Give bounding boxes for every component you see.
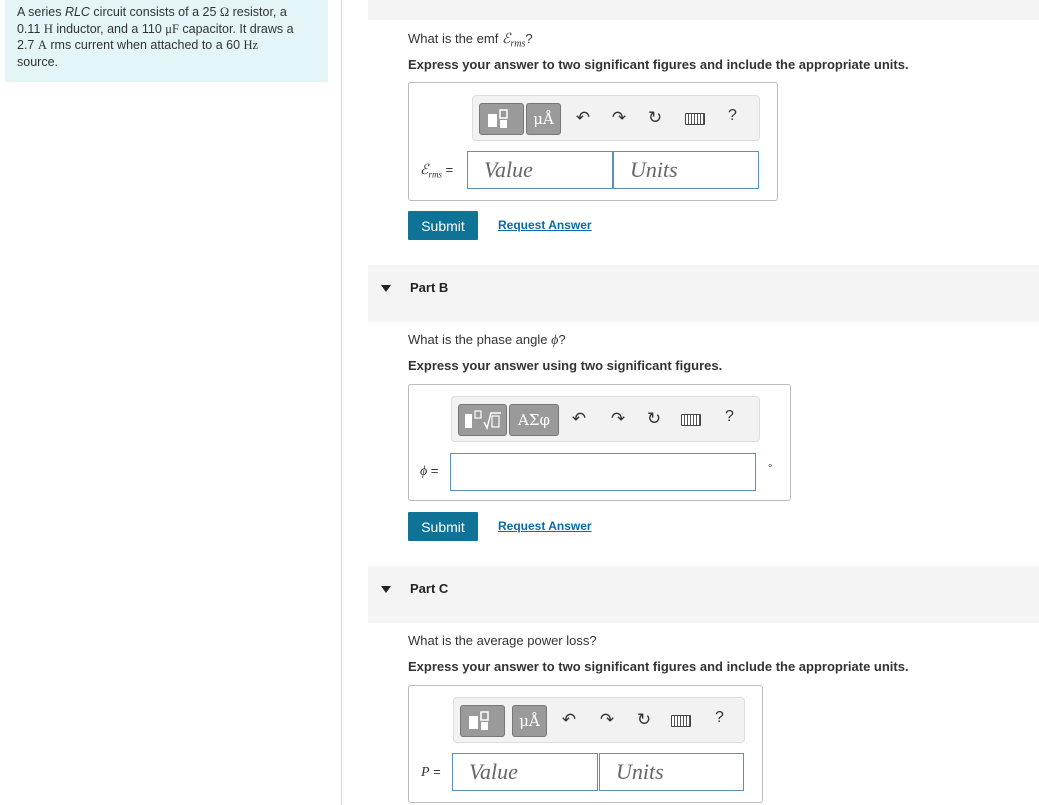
- problem-text: A series: [17, 5, 65, 19]
- henry-unit: H: [43, 21, 53, 36]
- power-value-input[interactable]: Value: [452, 753, 598, 791]
- phase-angle-input[interactable]: [450, 453, 756, 491]
- part-c-toolbar: [453, 697, 745, 743]
- help-icon[interactable]: ?: [715, 709, 724, 726]
- microfarad-unit: μF: [165, 21, 179, 36]
- power-label-symbol: P: [421, 765, 430, 780]
- part-b-submit-button[interactable]: Submit: [408, 512, 478, 541]
- part-b-answer-box: [408, 384, 791, 501]
- radical-icon: [464, 410, 502, 430]
- emf-label-symbol: ℰ: [420, 163, 429, 178]
- help-icon[interactable]: ?: [725, 408, 734, 425]
- problem-text: 2.7: [17, 38, 38, 52]
- question-text: ?: [558, 332, 566, 347]
- part-a-toolbar: [472, 95, 760, 141]
- problem-text: rms current when attached to a 60: [46, 38, 244, 52]
- reset-icon[interactable]: ↻: [636, 710, 652, 729]
- problem-text: source.: [17, 54, 58, 69]
- part-a-instruction: Express your answer to two significant figures and include the appropriate units.: [408, 57, 909, 72]
- part-c-title: Part C: [410, 581, 449, 596]
- problem-statement: [5, 0, 328, 82]
- part-b-header[interactable]: [368, 265, 1039, 322]
- emf-value-input[interactable]: Value: [467, 151, 613, 189]
- problem-text: inductor, and a 110: [52, 21, 166, 36]
- undo-icon[interactable]: ↶: [561, 710, 577, 729]
- problem-text: 0.11: [17, 21, 44, 36]
- part-a-header-band: [368, 0, 1039, 20]
- emf-label-subscript: rms: [428, 169, 442, 180]
- keyboard-icon[interactable]: [681, 414, 701, 426]
- units-button[interactable]: μÅ: [512, 705, 547, 737]
- part-a-answer-box: [408, 82, 778, 201]
- template-icon: [487, 109, 517, 129]
- emf-units-input[interactable]: Units: [613, 151, 759, 189]
- phi-label: [420, 463, 438, 480]
- redo-icon[interactable]: ↷: [611, 108, 627, 127]
- greek-symbols-button[interactable]: ΑΣφ: [509, 404, 559, 436]
- math-template-button[interactable]: [458, 404, 507, 436]
- part-c-answer-box: [408, 685, 763, 803]
- units-button[interactable]: μÅ: [526, 103, 561, 135]
- collapse-caret-icon[interactable]: [381, 285, 391, 292]
- phi-label-symbol: ϕ: [420, 464, 428, 479]
- ampere-unit: A: [37, 38, 47, 52]
- undo-icon[interactable]: ↶: [575, 108, 591, 127]
- redo-icon[interactable]: ↷: [599, 710, 615, 729]
- template-button[interactable]: [479, 103, 524, 135]
- keyboard-icon[interactable]: [685, 113, 705, 125]
- power-label: [421, 764, 441, 781]
- part-c-instruction: Express your answer to two significant figures and include the appropriate units.: [408, 659, 909, 674]
- column-divider: [341, 0, 342, 805]
- part-b-toolbar: [451, 396, 760, 442]
- reset-icon[interactable]: ↻: [646, 409, 662, 428]
- problem-rlc: RLC: [64, 5, 90, 19]
- problem-text: circuit consists of a 25: [89, 5, 220, 19]
- template-button[interactable]: [460, 705, 505, 737]
- emf-symbol: ℰ: [501, 32, 511, 47]
- part-b-question: [408, 332, 566, 349]
- equals-sign: =: [427, 463, 439, 478]
- keyboard-icon[interactable]: [671, 715, 691, 727]
- question-text: What is the phase angle: [408, 332, 552, 347]
- part-a-submit-button[interactable]: Submit: [408, 211, 478, 240]
- part-c-header[interactable]: [368, 566, 1039, 623]
- part-b-title: Part B: [410, 280, 449, 295]
- ohm-symbol: Ω: [219, 5, 230, 19]
- equals-sign: =: [442, 162, 454, 177]
- undo-icon[interactable]: ↶: [571, 409, 587, 428]
- part-a-request-answer-link[interactable]: Request Answer: [498, 218, 592, 232]
- question-text: What is the emf: [408, 31, 502, 46]
- problem-text: capacitor. It draws a: [178, 21, 294, 36]
- phi-symbol: ϕ: [551, 333, 559, 348]
- help-icon[interactable]: ?: [728, 107, 737, 124]
- equals-sign: =: [429, 764, 441, 779]
- collapse-caret-icon[interactable]: [381, 586, 391, 593]
- hertz-unit: Hz: [243, 38, 259, 52]
- problem-text: resistor, a: [229, 5, 287, 19]
- template-icon: [468, 711, 498, 731]
- part-b-instruction: Express your answer using two significant figures.: [408, 358, 723, 373]
- power-units-input[interactable]: Units: [599, 753, 744, 791]
- question-text: ?: [525, 31, 533, 46]
- part-b-request-answer-link[interactable]: Request Answer: [498, 519, 592, 533]
- degree-symbol: ∘: [767, 461, 774, 472]
- emf-subscript: rms: [510, 38, 526, 50]
- part-c-question: What is the average power loss?: [408, 633, 597, 648]
- emf-label: [420, 162, 453, 180]
- part-a-question: [408, 31, 533, 50]
- reset-icon[interactable]: ↻: [647, 108, 663, 127]
- redo-icon[interactable]: ↷: [610, 409, 626, 428]
